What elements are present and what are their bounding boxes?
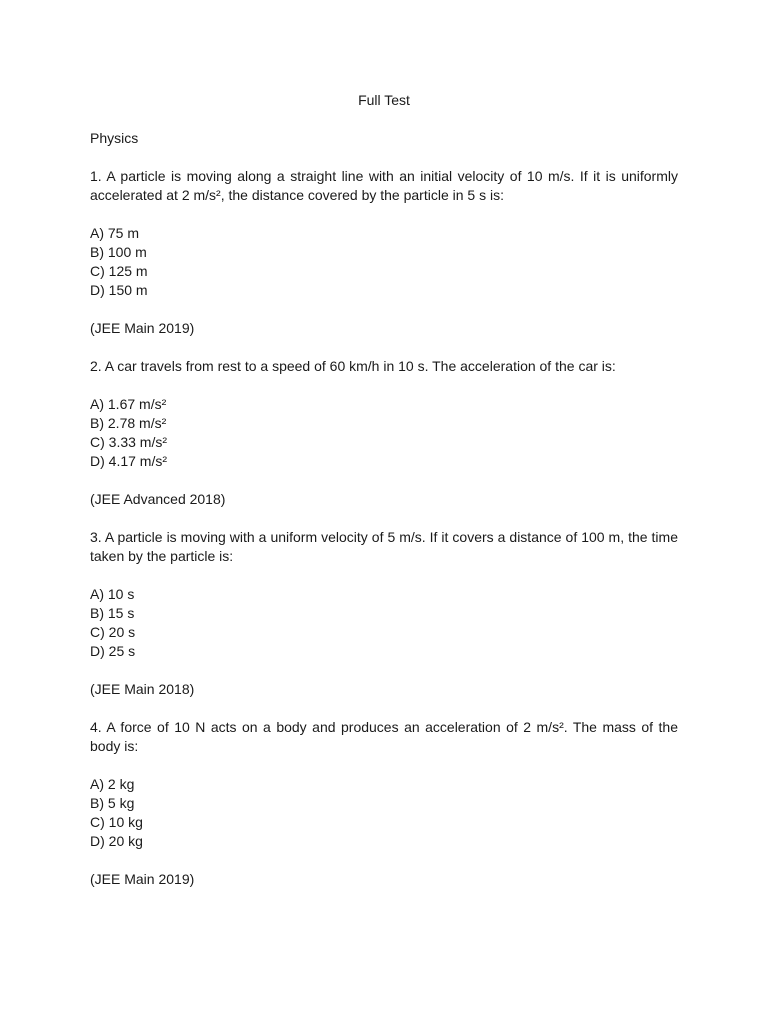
answer-options [90, 395, 678, 471]
option-c: C) 20 s [90, 624, 136, 640]
option-d: D) 20 kg [90, 833, 143, 849]
option-b: B) 2.78 m/s² [90, 415, 167, 431]
question-block-1 [90, 167, 678, 338]
document-page [90, 91, 678, 908]
question-text: 4. A force of 10 N acts on a body and produces an acceleration of 2 m/s². The mass of the body is: [90, 719, 678, 754]
document-title: Full Test [358, 92, 410, 108]
question-source: (JEE Advanced 2018) [90, 491, 226, 507]
option-d: D) 4.17 m/s² [90, 453, 168, 469]
answer-options [90, 775, 678, 851]
option-c: C) 3.33 m/s² [90, 434, 168, 450]
question-text: 2. A car travels from rest to a speed of 60 km/h in 10 s. The acceleration of the car is: [90, 358, 616, 374]
option-b: B) 100 m [90, 244, 147, 260]
option-d: D) 25 s [90, 643, 136, 659]
option-c: C) 125 m [90, 263, 148, 279]
answer-options [90, 224, 678, 300]
answer-options [90, 585, 678, 661]
question-block-4 [90, 718, 678, 889]
option-b: B) 5 kg [90, 795, 135, 811]
question-block-3 [90, 528, 678, 699]
question-source: (JEE Main 2018) [90, 681, 195, 697]
question-source: (JEE Main 2019) [90, 871, 195, 887]
question-text: 3. A particle is moving with a uniform velocity of 5 m/s. If it covers a distance of 100 m, the time taken by the particle is: [90, 529, 678, 564]
question-block-2 [90, 357, 678, 509]
option-a: A) 10 s [90, 586, 135, 602]
question-text: 1. A particle is moving along a straight line with an initial velocity of 10 m/s. If it is uniformly accelerated at 2 m/s², the distance covered by the particle in 5 s is: [90, 168, 678, 203]
subject-heading: Physics [90, 130, 139, 146]
question-source: (JEE Main 2019) [90, 320, 195, 336]
option-b: B) 15 s [90, 605, 135, 621]
option-a: A) 75 m [90, 225, 140, 241]
option-a: A) 2 kg [90, 776, 135, 792]
option-d: D) 150 m [90, 282, 148, 298]
option-c: C) 10 kg [90, 814, 143, 830]
option-a: A) 1.67 m/s² [90, 396, 167, 412]
